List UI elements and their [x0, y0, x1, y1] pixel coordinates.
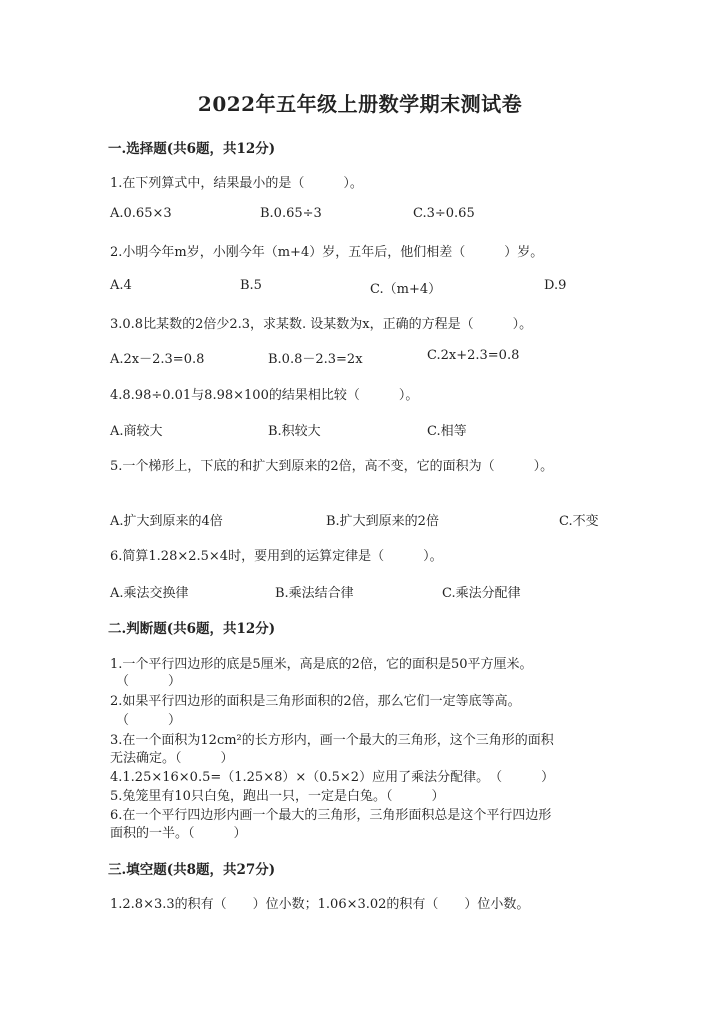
choice-6-option-a: A.乘法交换律	[110, 586, 189, 601]
choice-3-option-c: C.2x+2.3=0.8	[427, 348, 520, 363]
fill-question-1: 1.2.8×3.3的积有（ ）位小数；1.06×3.02的积有（ ）位小数。	[110, 897, 530, 912]
judge-line-9: 6.在一个平行四边形内画一个最大的三角形，三角形面积总是这个平行四边形	[110, 808, 552, 823]
choice-4-option-b: B.积较大	[268, 424, 321, 439]
choice-question-5: 5.一个梯形上，下底的和扩大到原来的2倍，高不变，它的面积为（ ）。	[110, 459, 554, 474]
section-heading-judge: 二.判断题(共6题，共12分)	[108, 621, 276, 637]
judge-line-4: （ ）	[116, 713, 182, 728]
judge-line-3: 2.如果平行四边形的面积是三角形面积的2倍，那么它们一定等底等高。	[110, 694, 521, 709]
exam-title: 2022年五年级上册数学期末测试卷	[197, 92, 523, 116]
judge-line-10: 面积的一半。（ ）	[110, 826, 247, 841]
judge-line-7: 4.1.25×16×0.5=（1.25×8）×（0.5×2）应用了乘法分配律。 （ ）	[110, 770, 555, 785]
choice-5-option-c: C.不变	[559, 514, 599, 529]
choice-2-option-d: D.9	[544, 278, 567, 293]
choice-1-option-b: B.0.65÷3	[260, 206, 322, 221]
choice-6-option-b: B.乘法结合律	[275, 586, 354, 601]
choice-question-4: 4.8.98÷0.01与8.98×100的结果相比较（ ）。	[110, 388, 419, 403]
choice-question-1: 1.在下列算式中，结果最小的是（ ）。	[110, 176, 363, 191]
judge-line-8: 5.兔笼里有10只白兔，跑出一只，一定是白兔。（ ）	[110, 789, 445, 804]
choice-3-option-b: B.0.8－2.3=2x	[268, 352, 363, 367]
choice-1-option-c: C.3÷0.65	[413, 206, 475, 221]
judge-line-5: 3.在一个面积为12cm²的长方形内，画一个最大的三角形，这个三角形的面积	[110, 733, 554, 748]
choice-1-option-a: A.0.65×3	[110, 206, 172, 221]
judge-line-1: 1.一个平行四边形的底是5厘米，高是底的2倍，它的面积是50平方厘米。	[110, 657, 533, 672]
section-heading-fill: 三.填空题(共8题，共27分)	[108, 862, 276, 878]
choice-2-option-a: A.4	[110, 278, 132, 293]
choice-4-option-a: A.商较大	[110, 424, 163, 439]
choice-question-2: 2.小明今年m岁，小刚今年（m+4）岁，五年后，他们相差（ ）岁。	[110, 245, 544, 260]
choice-2-option-c: C.（m+4）	[370, 282, 442, 297]
judge-line-2: （ ）	[116, 674, 182, 689]
judge-line-6: 无法确定。（ ）	[110, 751, 234, 766]
section-heading-choice: 一.选择题(共6题，共12分)	[108, 141, 276, 157]
choice-5-option-a: A.扩大到原来的4倍	[110, 514, 223, 529]
choice-2-option-b: B.5	[240, 278, 262, 293]
choice-question-3: 3.0.8比某数的2倍少2.3，求某数. 设某数为x，正确的方程是（ ）。	[110, 317, 533, 332]
choice-3-option-a: A.2x－2.3=0.8	[110, 352, 205, 367]
choice-5-option-b: B.扩大到原来的2倍	[326, 514, 439, 529]
choice-question-6: 6.简算1.28×2.5×4时，要用到的运算定律是（ ）。	[110, 549, 443, 564]
choice-6-option-c: C.乘法分配律	[442, 586, 521, 601]
choice-4-option-c: C.相等	[427, 424, 467, 439]
